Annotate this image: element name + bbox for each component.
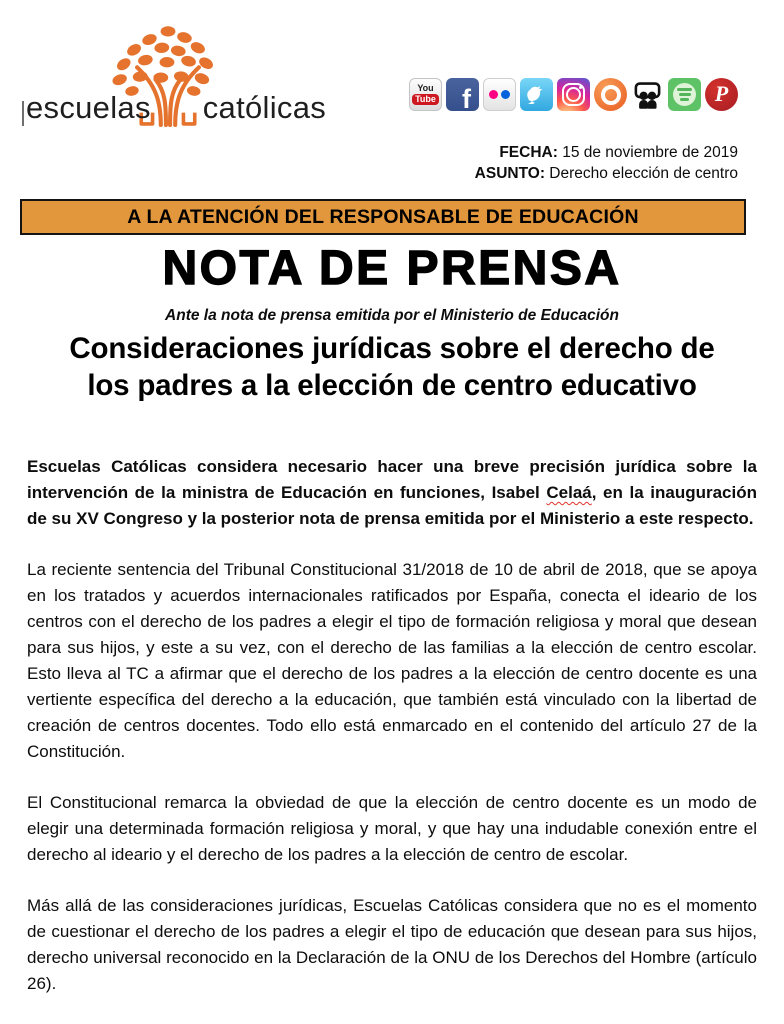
meta-subject-line bbox=[475, 163, 738, 184]
spotify-circle bbox=[673, 83, 696, 106]
instagram-icon[interactable] bbox=[557, 78, 590, 111]
slideshare-glyph bbox=[632, 79, 663, 110]
body-paragraph-4: Más allá de las consideraciones jurídicas, Escuelas Católicas considera que no es el momento de cuestionar el derecho de los padres a elegir el tipo de educación que desean para sus hijos, derecho universal reconocido en la Declaración de la ONU de los Derechos del Hombre (artículo 26). bbox=[27, 896, 757, 993]
meta-subject-label: ASUNTO: bbox=[474, 165, 545, 182]
body-paragraph-2: La reciente sentencia del Tribunal Constitucional 31/2018 de 10 de abril de 2018, que se apoya en los tratados y acuerdos internacionales ratificados por España, conecta el ideario de los centros con el derecho de los padres a elegir el tipo de formación religiosa y moral que desean para sus hijos, y este a su vez, con el derecho de las familias a la elección de centro escolar. Esto lleva al TC a afirmar que el derecho de los padres a la elección de centro docente es una vertiente específica del derecho a la educación, que también está vinculado con la libertad de creación de centros docentes. Todo ello está enmarcado en el contenido del artículo 27 de la Constitución. bbox=[27, 560, 757, 761]
flickr-icon[interactable] bbox=[483, 78, 516, 111]
logo-word-catolicas: católicas bbox=[202, 90, 327, 125]
paragraph1-misspelled-word: Celaá bbox=[546, 483, 592, 502]
pinterest-icon[interactable]: P bbox=[705, 78, 738, 111]
slideshare-icon[interactable] bbox=[631, 78, 664, 111]
logo-word-escuelas: escuelas bbox=[26, 90, 151, 125]
youtube-icon[interactable]: You Tube bbox=[409, 78, 442, 111]
heading-line-2: los padres a la elección de centro educativo bbox=[87, 369, 697, 402]
body-paragraph-3: El Constitucional remarca la obviedad de que la elección de centro docente es un modo de elegir una determinada formación religiosa y moral, y que hay una indudable conexión entre el derecho al ideario y el derecho de los padres a la elección de centro de escolar. bbox=[27, 793, 757, 864]
flickr-blue-dot bbox=[501, 90, 510, 99]
body-paragraph-1 bbox=[27, 454, 757, 532]
twitter-bird bbox=[525, 84, 549, 106]
paragraph1-post: , en la inauguración de su XV Congreso y la posterior nota de prensa emitida por el Ministerio a este respecto. bbox=[27, 483, 757, 528]
meta-date-line bbox=[475, 142, 738, 163]
press-release-heading bbox=[0, 330, 784, 404]
instagram-flash-dot bbox=[579, 86, 582, 89]
meta-subject-value: Derecho elección de centro bbox=[544, 165, 738, 182]
instagram-lens bbox=[566, 87, 581, 102]
issuu-icon[interactable] bbox=[594, 78, 627, 111]
social-icons-row bbox=[409, 78, 738, 111]
twitter-icon[interactable] bbox=[520, 78, 553, 111]
escuelas-catolicas-logo bbox=[22, 14, 327, 126]
logo-left-bar bbox=[22, 101, 24, 126]
issuu-ring bbox=[601, 85, 621, 105]
flickr-pink-dot bbox=[489, 90, 498, 99]
document-body bbox=[27, 454, 757, 997]
heading-line-1: Consideraciones jurídicas sobre el derecho de bbox=[69, 332, 715, 365]
page-header bbox=[0, 0, 784, 199]
press-release-title: NOTA DE PRENSA bbox=[162, 242, 622, 295]
attention-banner: A LA ATENCIÓN DEL RESPONSABLE DE EDUCACIÓN bbox=[20, 199, 746, 235]
press-release-subtitle: Ante la nota de prensa emitida por el Ministerio de Educación bbox=[165, 307, 619, 324]
paragraph1-pre: Escuelas Católicas considera necesario hacer una breve precisión jurídica sobre la intervención de la ministra de Educación en funciones, Isabel bbox=[27, 457, 757, 502]
meta-date-value: 15 de noviembre de 2019 bbox=[557, 144, 738, 161]
meta-date-label: FECHA: bbox=[499, 144, 558, 161]
facebook-icon[interactable]: f bbox=[446, 78, 479, 111]
document-meta bbox=[475, 142, 738, 184]
spotify-icon[interactable] bbox=[668, 78, 701, 111]
